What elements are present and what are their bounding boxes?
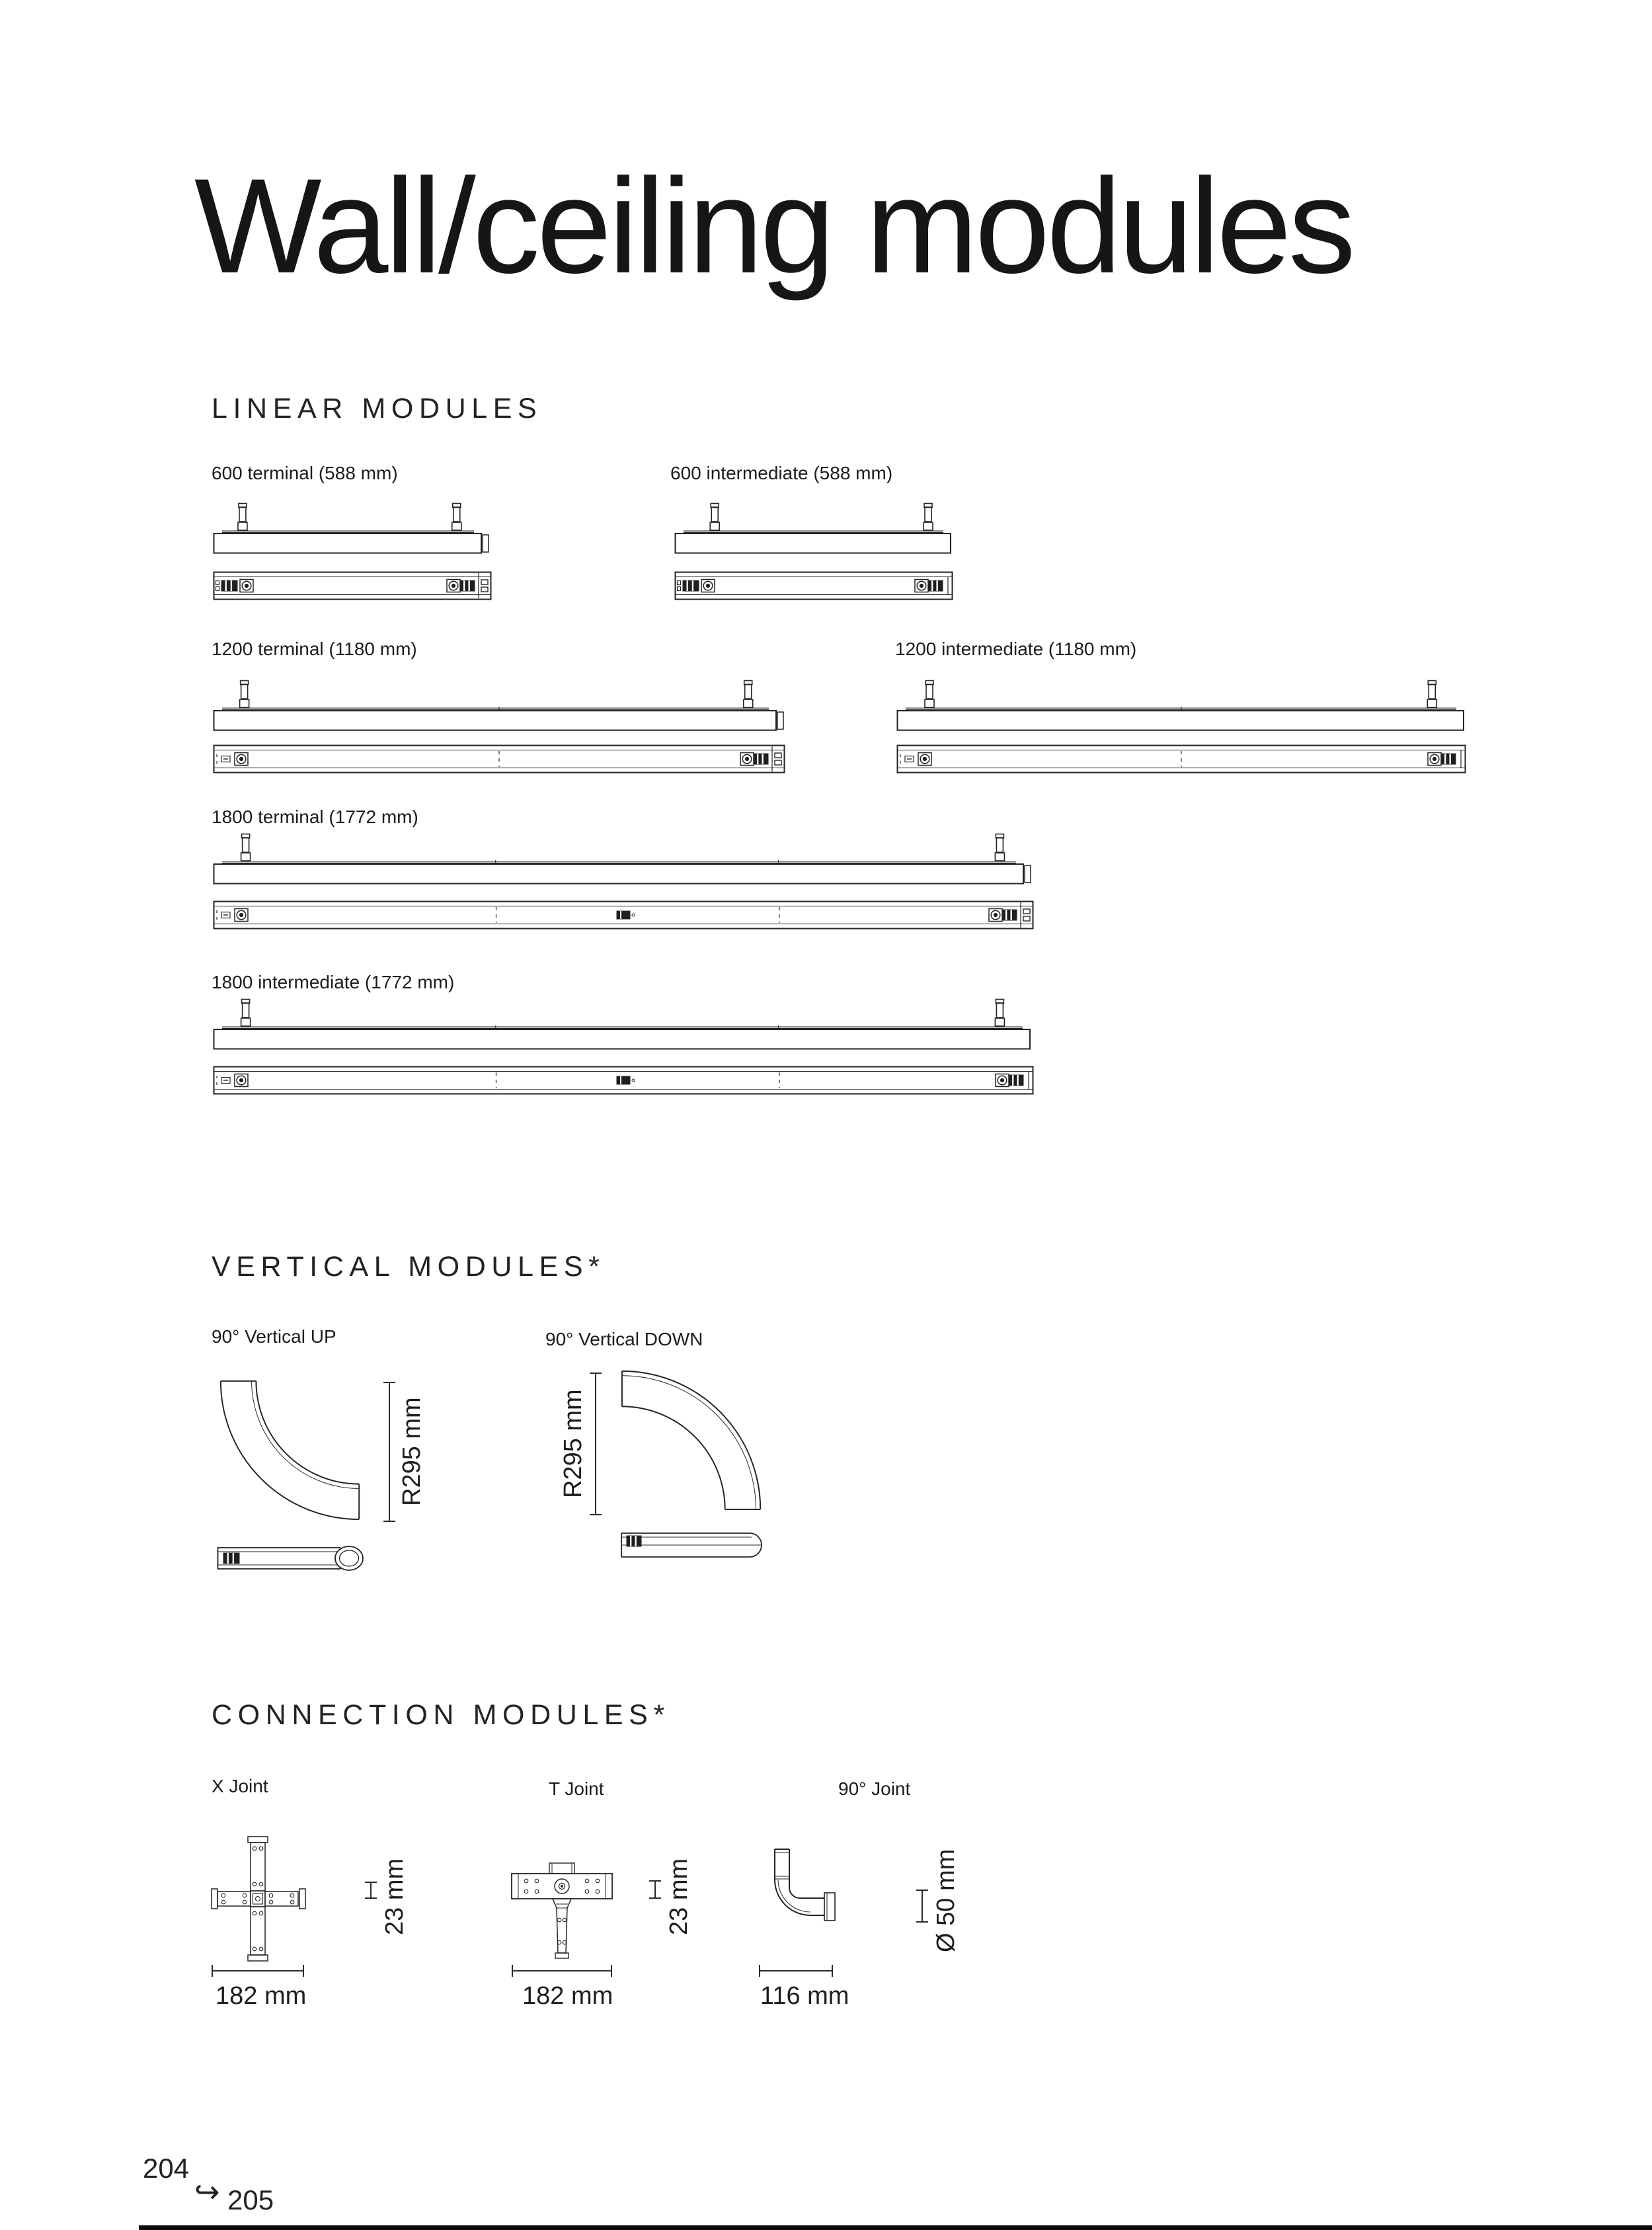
drawing-1800-terminal-bottom [213,900,1034,930]
module-label-1800-terminal: 1800 terminal (1772 mm) [212,807,418,827]
dimension-line-vertical-down [595,1373,596,1515]
drawing-600-intermediate-bottom [674,571,953,600]
next-page-arrow-icon: ↪ [194,2174,220,2209]
page-number-next: 205 [227,2184,274,2215]
module-label-vertical-down: 90° Vertical DOWN [545,1329,703,1349]
dimension-line-x-joint-height [370,1882,372,1899]
dimension-label-t-joint-height: 23 mm [665,1858,693,1936]
dimension-label-90-joint-diameter: Ø 50 mm [932,1849,960,1953]
section-heading-connection: CONNECTION MODULES* [212,1699,670,1731]
drawing-vertical-up-arc [217,1379,364,1522]
page-edge-bar [139,2225,1652,2230]
dimension-label-90-joint-width: 116 mm [760,1982,849,2010]
drawing-1200-terminal-bottom [213,744,785,774]
dimension-label-vertical-down-radius: R295 mm [559,1389,587,1499]
drawing-600-terminal-side [213,502,491,554]
module-label-600-intermediate: 600 intermediate (588 mm) [670,463,893,483]
module-label-1200-terminal: 1200 terminal (1180 mm) [212,639,417,659]
dimension-line-90-joint-diameter [922,1890,923,1923]
module-label-x-joint: X Joint [212,1776,268,1796]
page-number-current: 204 [143,2153,190,2184]
drawing-1200-intermediate-side [896,680,1466,731]
module-label-t-joint: T Joint [549,1778,604,1799]
drawing-vertical-up-bottom [217,1543,366,1573]
drawing-1200-terminal-side [213,680,785,731]
dimension-label-t-joint-width: 182 mm [522,1982,613,2010]
drawing-vertical-down-arc [620,1369,767,1511]
drawing-1800-intermediate-bottom [213,1066,1034,1095]
drawing-600-terminal-bottom [213,571,492,600]
module-label-600-terminal: 600 terminal (588 mm) [212,463,398,483]
dimension-line-t-joint-width [512,1970,612,1971]
drawing-1200-intermediate-bottom [896,744,1466,774]
section-heading-vertical: VERTICAL MODULES* [212,1251,606,1283]
dimension-line-t-joint-height [654,1880,656,1899]
dimension-label-x-joint-height: 23 mm [381,1858,409,1936]
dimension-line-90-joint-width [759,1970,833,1971]
module-label-1800-intermediate: 1800 intermediate (1772 mm) [212,972,455,992]
section-heading-linear: LINEAR MODULES [212,393,543,424]
module-label-vertical-up: 90° Vertical UP [212,1326,336,1347]
page-title: Wall/ceiling modules [194,151,1353,301]
drawing-vertical-down-bottom [620,1531,769,1559]
drawing-600-intermediate-side [674,502,953,554]
drawing-t-joint [510,1859,613,1960]
drawing-1800-terminal-side [213,833,1033,885]
drawing-1800-intermediate-side [213,998,1033,1050]
dimension-label-vertical-up-radius: R295 mm [398,1397,426,1507]
dimension-line-x-joint-width [212,1970,304,1971]
drawing-x-joint [210,1835,307,1962]
module-label-1200-intermediate: 1200 intermediate (1180 mm) [895,639,1137,659]
module-label-90-joint: 90° Joint [838,1778,911,1799]
drawing-90-joint [760,1847,838,1934]
dimension-line-vertical-up [389,1382,390,1522]
dimension-label-x-joint-width: 182 mm [216,1982,307,2010]
